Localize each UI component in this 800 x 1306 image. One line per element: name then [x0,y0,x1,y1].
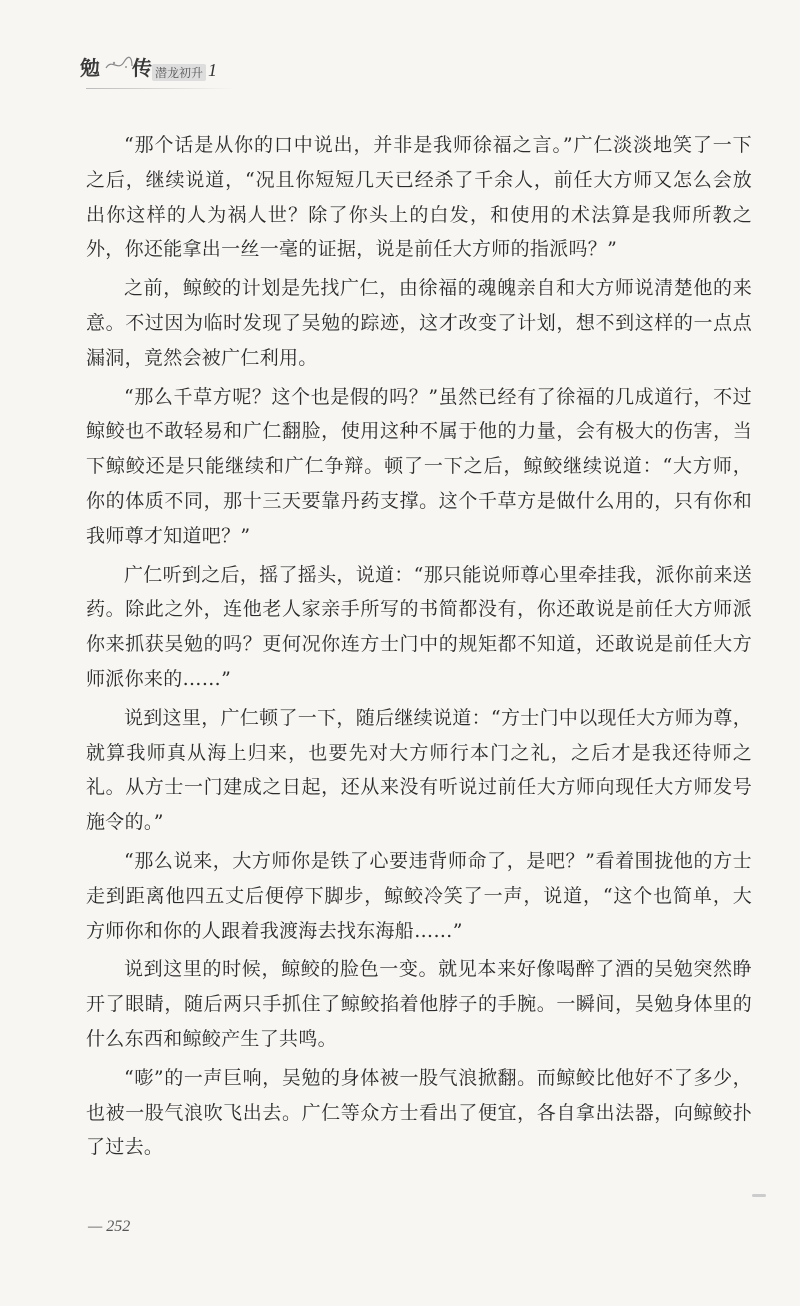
header-title-char-1: 勉 [80,56,100,80]
running-header [80,50,280,84]
paragraph: “那么说来，大方师你是铁了心要违背师命了，是吧？”看着围拢他的方士走到距离他四五丈后便停下脚步，鲸鲛冷笑了一声，说道，“这个也简单，大方师你和你的人跟着我渡海去找东海船……” [86,849,752,942]
paragraph: 之前，鲸鲛的计划是先找广仁，由徐福的魂魄亲自和大方师说清楚他的来意。不过因为临时发现了吴勉的踪迹，这才改变了计划，想不到这样的一点点漏洞，竟然会被广仁利用。 [86,277,752,369]
header-divider [86,88,236,89]
header-title-char-2: 传 [132,56,152,80]
paragraph: 说到这里的时候，鲸鲛的脸色一变。就见本来好像喝醉了酒的吴勉突然睁开了眼睛，随后两只手抓住了鲸鲛掐着他脖子的手腕。一瞬间，吴勉身体里的什么东西和鲸鲛产生了共鸣。 [86,958,752,1050]
page-number: — 252 [88,1218,131,1235]
paragraph: “嘭”的一声巨响，吴勉的身体被一股气浪掀翻。而鲸鲛比他好不了多少，也被一股气浪吹飞出去。广仁等众方士看出了便宜，各自拿出法器，向鲸鲛扑了过去。 [86,1066,752,1159]
header-subtitle: 潜龙初升 [152,64,206,81]
paragraph: 说到这里，广仁顿了一下，随后继续说道：“方士门中以现任大方师为尊，就算我师真从海上归来，也要先对大方师行本门之礼，之后才是我还待师之礼。从方士一门建成之日起，还从来没有听说过前任大方师向现任大方师发号施令的。” [86,706,752,834]
paragraph: “那个话是从你的口中说出，并非是我师徐福之言。”广仁淡淡地笑了一下之后，继续说道，“况且你短短几天已经杀了千余人，前任大方师又怎么会放出你这样的人为祸人世？除了你头上的白发，和使用的术法算是我师所教之外，你还能拿出一丝一毫的证据，说是前任大方师的指派吗？” [86,134,752,261]
scan-speck [752,1194,766,1197]
body-text [86,128,752,1169]
header-volume-number: 1 [208,60,217,80]
paragraph: “那么千草方呢？这个也是假的吗？”虽然已经有了徐福的几成道行，不过鲸鲛也不敢轻易和广仁翻脸，使用这种不属于他的力量，会有极大的伤害，当下鲸鲛还是只能继续和广仁争辩。顿了一下之后，鲸鲛继续说道：“大方师，你的体质不同，那十三天要靠丹药支撑。这个千草方是做什么用的，只有你和我师尊才知道吧？” [86,385,752,547]
paragraph: 广仁听到之后，摇了摇头，说道：“那只能说师尊心里牵挂我，派你前来送药。除此之外，连他老人家亲手所写的书简都没有，你还敢说是前任大方师派你来抓获吴勉的吗？更何况你连方士门中的规矩都不知道，还敢说是前任大方师派你来的……” [86,563,752,690]
decorative-flourish-icon [104,54,134,74]
